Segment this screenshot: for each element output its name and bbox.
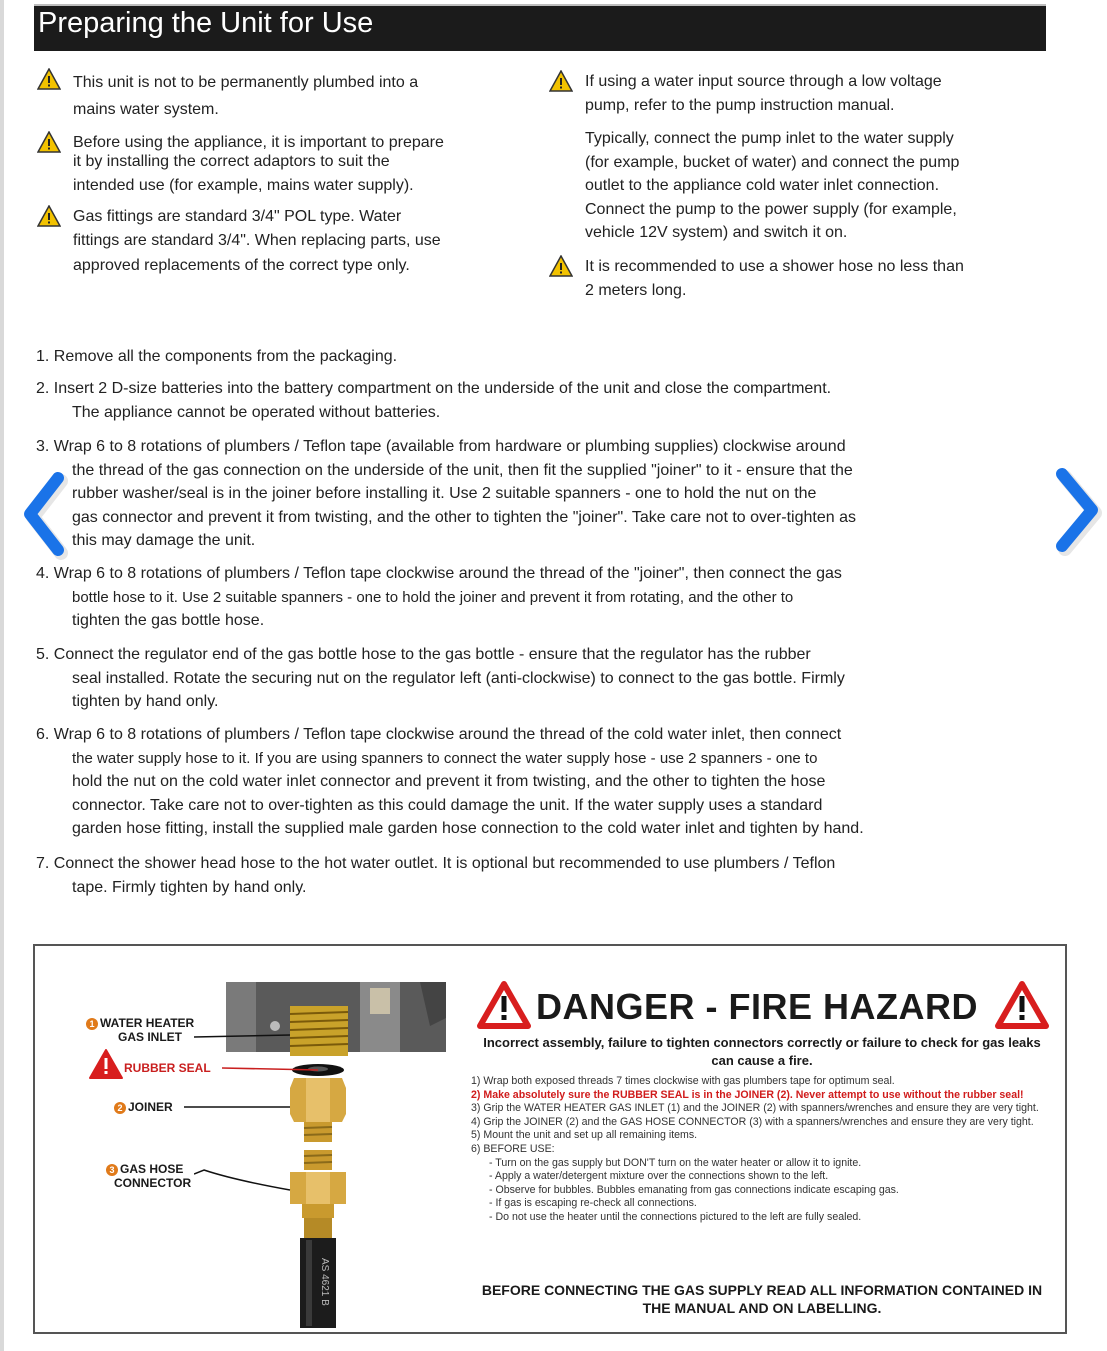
step-2 [36,377,831,424]
before-use-item: - Apply a water/detergent mixture over the connections shown to the left. [489,1170,829,1183]
warning-icon [37,205,61,227]
instruction-item: 3) Grip the WATER HEATER GAS INLET (1) and the JOINER (2) with spanners/wrenches and ensure they are very tight. [471,1102,1039,1115]
warning-icon [549,70,573,92]
step-7 [36,852,835,899]
step-line: 1. Remove all the components from the packaging. [36,348,398,365]
warning-icon [37,68,61,90]
label-text: CONNECTOR [114,1176,192,1190]
step-line: connector. Take care not to over-tighten as this could damage the unit. If the water supply uses a standard [72,796,823,814]
note-line: Connect the pump to the power supply (for example, [585,200,957,218]
step-line: 5. Connect the regulator end of the gas bottle hose to the gas bottle - ensure that the regulator has the rubber [36,646,811,663]
instruction-item: 5) Mount the unit and set up all remaining items. [471,1129,698,1142]
warning-line: pump, refer to the pump instruction manual. [585,96,895,114]
note-line: (for example, bucket of water) and connect the pump [585,153,960,171]
note-line: vehicle 12V system) and switch it on. [585,224,848,241]
step-line: garden hose fitting, install the supplied male garden hose connection to the cold water inlet and tighten by hand. [72,820,864,837]
leader-line [194,1030,294,1044]
label-text: GAS INLET [118,1030,183,1044]
warning-prepare [73,131,493,201]
pump-connection-note [585,127,1015,245]
step-5 [36,643,845,714]
step-6 [36,723,864,841]
step-line: 2. Insert 2 D-size batteries into the battery compartment on the underside of the unit and close the compartment. [36,380,832,397]
step-line: 7. Connect the shower head hose to the hot water outlet. It is optional but recommended to use plumbers / Teflon [36,855,836,872]
warning-line: mains water system. [73,101,219,118]
leader-line [184,1100,294,1114]
before-use-item: - Do not use the heater until the connections pictured to the left are fully sealed. [489,1210,862,1223]
label-rubber-seal: RUBBER SEAL [124,1061,211,1075]
step-line: bottle hose to it. Use 2 suitable spanners - one to hold the joiner and prevent it from rotating, and the other to [72,588,794,606]
warning-not-plumbed [73,68,493,122]
section-header [34,4,1046,51]
page-title: Preparing the Unit for Use [38,7,374,39]
step-line: the water supply hose to it. If you are using spanners to connect the water supply hose - use 2 spanners - one to [72,749,818,767]
warning-icon [37,131,61,153]
number-badge: 1 [86,1018,98,1030]
warning-line: fittings are standard 3/4". When replacing parts, use [73,231,441,249]
warning-line: It is recommended to use a shower hose no less than [585,258,964,275]
previous-page-arrow-icon[interactable] [18,466,78,562]
warning-line: If using a water input source through a low voltage [585,73,942,90]
warning-line: This unit is not to be permanently plumbed into a [73,74,419,91]
step-line: The appliance cannot be operated without batteries. [72,403,441,421]
instruction-item: 6) BEFORE USE: [471,1142,555,1155]
instruction-item: 1) Wrap both exposed threads 7 times clockwise with gas plumbers tape for optimum seal. [471,1075,895,1087]
label-text: GAS HOSE [120,1162,184,1176]
warning-line: Gas fittings are standard 3/4" POL type. Water [73,208,402,225]
warning-pump [585,70,1015,117]
step-line: rubber washer/seal is in the joiner before installing it. Use 2 suitable spanners - one to hold the nut on the [72,485,817,502]
label-water-heater-gas-inlet [86,1016,194,1044]
warning-line: approved replacements of the correct type only. [73,257,410,274]
note-line: Typically, connect the pump inlet to the water supply [585,130,954,147]
step-line: 3. Wrap 6 to 8 rotations of plumbers / Teflon tape (available from hardware or plumbing supplies) clockwise around [36,438,846,455]
warning-line: intended use (for example, mains water supply). [73,177,414,194]
left-edge-bar [0,0,4,1351]
warning-line: 2 meters long. [585,281,687,299]
warning-shower-hose [585,255,1015,302]
number-badge: 3 [106,1164,118,1176]
label-instructions [471,1075,1051,1225]
step-1 [36,345,397,369]
danger-subtitle: Incorrect assembly, failure to tighten connectors correctly or failure to check for gas leaks can cause a fire. [483,1035,1041,1068]
label-text: WATER HEATER [100,1016,195,1030]
before-use-item: - If gas is escaping re-check all connections. [489,1197,697,1210]
before-use-item: - Observe for bubbles. Bubbles emanating from gas connections indicate escaping gas. [489,1183,899,1196]
step-line: 4. Wrap 6 to 8 rotations of plumbers / Teflon tape clockwise around the thread of the "joiner", then connect the gas [36,565,842,582]
step-line: tape. Firmly tighten by hand only. [72,878,307,896]
instruction-item: 2) Make absolutely sure the RUBBER SEAL is in the JOINER (2). Never attempt to use without the rubber seal! [471,1088,1024,1101]
step-line: tighten by hand only. [72,693,219,710]
danger-title: DANGER - FIRE HAZARD [536,986,978,1027]
warning-line: Before using the appliance, it is important to prepare [73,134,444,151]
next-page-arrow-icon[interactable] [1044,462,1106,558]
warning-icon [88,1048,124,1080]
step-3 [36,435,856,553]
warning-fittings [73,205,493,278]
before-use-item: - Turn on the gas supply but DON'T turn on the water heater or allow it to ignite. [489,1156,862,1169]
note-line: outlet to the appliance cold water inlet connection. [585,177,940,194]
step-line: tighten the gas bottle hose. [72,612,265,629]
label-gas-hose-connector [106,1162,191,1190]
step-4 [36,562,842,633]
leader-line [222,1062,322,1076]
number-badge: 2 [114,1102,126,1114]
leader-line [194,1166,294,1196]
warning-line: it by installing the correct adaptors to suit the [73,153,390,170]
label-footer-warning: BEFORE CONNECTING THE GAS SUPPLY READ ALL INFORMATION CONTAINED IN THE MANUAL AND ON LABELLING. [481,1282,1043,1316]
step-line: hold the nut on the cold water inlet connector and prevent it from twisting, and the other to tighten the hose [72,773,826,790]
step-line: seal installed. Rotate the securing nut on the regulator left (anti-clockwise) to connect to the gas bottle. Firmly [72,669,845,687]
step-line: the thread of the gas connection on the underside of the unit, then fit the supplied "joiner" to it - ensure that the [72,461,853,479]
step-line: gas connector and prevent it from twisting, and the other to tighten the "joiner". Take care not to over-tighten as [72,508,856,526]
warning-icon [549,255,573,277]
instruction-item: 4) Grip the JOINER (2) and the GAS HOSE CONNECTOR (3) with a spanners/wrenches and ensure they are very tight. [471,1115,1034,1128]
step-line: this may damage the unit. [72,532,256,549]
step-line: 6. Wrap 6 to 8 rotations of plumbers / Teflon tape clockwise around the thread of the cold water inlet, then connect [36,726,842,743]
hose-print-text: AS 4621 B [319,1258,330,1306]
label-text: JOINER [128,1100,173,1114]
danger-warning-icon [994,980,1050,1030]
danger-warning-icon [476,980,532,1030]
label-joiner [114,1100,173,1114]
